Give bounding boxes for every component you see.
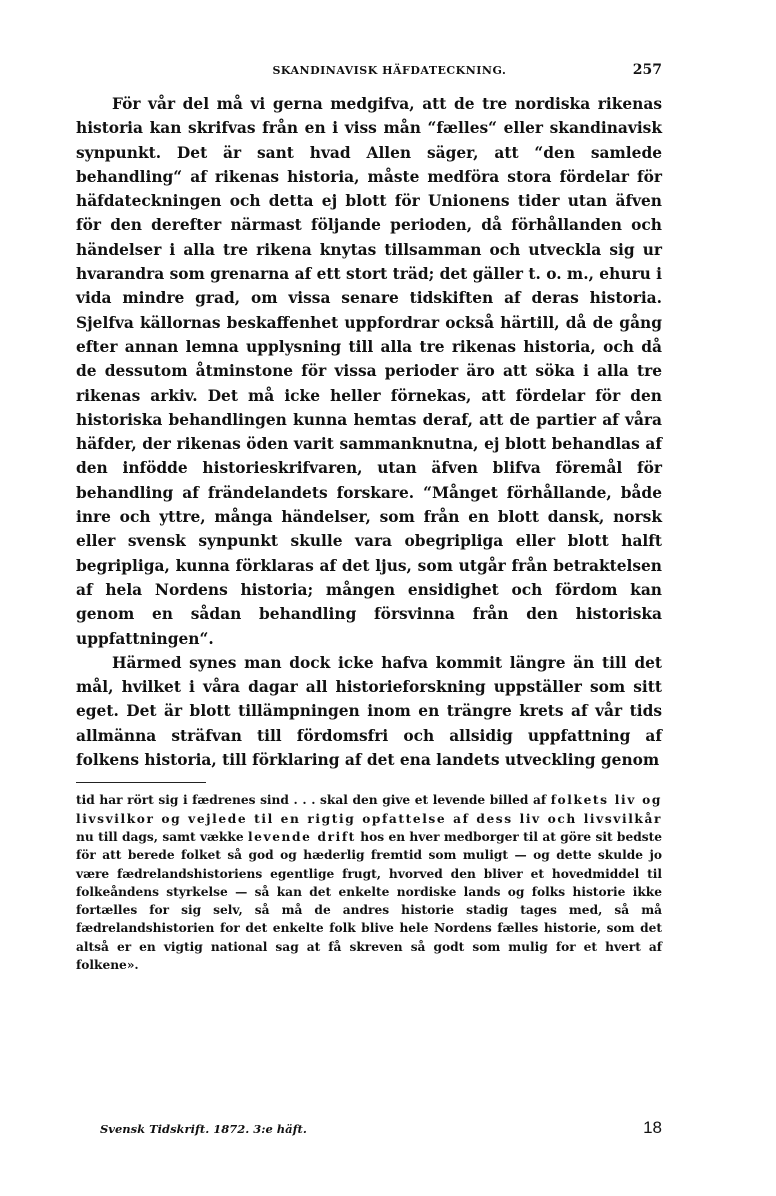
paragraph: För vår del må vi gerna medgifva, att de tre nordiska rikenas historia kan skrifvas från en i viss mån “fælles“ eller skandinavisk synpunkt. Det är sant hvad Allen säger, att “den samlede behandling“ af rikenas historia, måste medföra stora fördelar för häfdateckningen och detta ej blott för Unionens tider utan äfven för den derefter närmast följande perioden, då förhållanden och händelser i alla tre rikena knytas tillsamman och utveckla sig ur hvarandra som grenarna af ett stort träd; det gäller t. o. m., ehuru i vida mindre grad, om vissa senare tidskiften af deras historia. Sjelfva källornas beskaffenhet uppfordrar också härtill, då de gång efter annan lemna upplysning till alla tre rikenas historia, och då de dessutom åtminstone för vissa perioder äro att söka i alla tre rikenas arkiv. Det må icke heller förnekas, att fördelar för den historiska behandlingen kunna hemtas deraf, att de partier af våra häfder, der rikenas öden varit sammanknutna, ej blott behandlas af den infödde historieskrifvaren, utan äfven blifva föremål för behandling af frändelandets forskare. “Månget förhållande, både inre och yttre, många händelser, som från en blott dansk, norsk eller svensk synpunkt skulle vara obegripliga eller blott halft begripliga, kunna förklaras af det ljus, som utgår från betraktelsen af hela Nordens historia; mången ensidighet och fördom kan genom en sådan behandling försvinna från den historiska uppfattningen“. xyxy=(76,95,662,648)
footnote-text: nu till dags, samt vække xyxy=(76,829,248,844)
page-footer xyxy=(100,1118,662,1138)
paragraph: Härmed synes man dock icke hafva kommit längre än till det mål, hvilket i våra dagar all historieforskning uppställer som sitt eget. Det är blott tillämpningen inom en trängre krets af vår tids allmänna sträfvan till fördomsfri och allsidig uppfattning af folkens historia, till förklaring af det ena landets utveckling genom xyxy=(76,653,662,770)
footnote-rule xyxy=(76,782,206,783)
page-number: 257 xyxy=(632,62,662,78)
footnote-spaced-text: levende drift xyxy=(247,829,356,844)
footnote-spaced-text: folkets liv og livsvilkor og vejlede til en rigtig opfattelse af dess liv och livsvilkår xyxy=(76,793,662,826)
book-page xyxy=(76,62,662,974)
footnote-text: hos en hver medborger til at göre sit bedste för att berede folket så god og hæderlig fremtid som muligt — og dette skulde jo være fædrelandshistoriens egentlige frugt, hvorved den bliver et hovedmiddel til folkeåndens styrkelse — så kan det enkelte nordiske lands og folks historie ikke fortælles for sig selv, så må de andres historie stadig tages med, så må fædrelandshistorien for det enkelte folk blive hele Nordens fælles historie, som det altså er en vigtig national sag at få skreven så godt som mulig for et hvert af folkene». xyxy=(76,829,662,972)
footnote xyxy=(76,791,662,974)
footnote-text: tid har rört sig i fædrenes sind . . . skal den give et levende billed af xyxy=(76,793,551,808)
signature-line: Svensk Tidskrift. 1872. 3:e häft. xyxy=(100,1122,307,1136)
running-head xyxy=(76,62,662,86)
running-title: SKANDINAVISK HÄFDATECKNING. xyxy=(272,64,507,77)
body-text xyxy=(76,92,662,772)
sheet-number: 18 xyxy=(643,1118,662,1137)
